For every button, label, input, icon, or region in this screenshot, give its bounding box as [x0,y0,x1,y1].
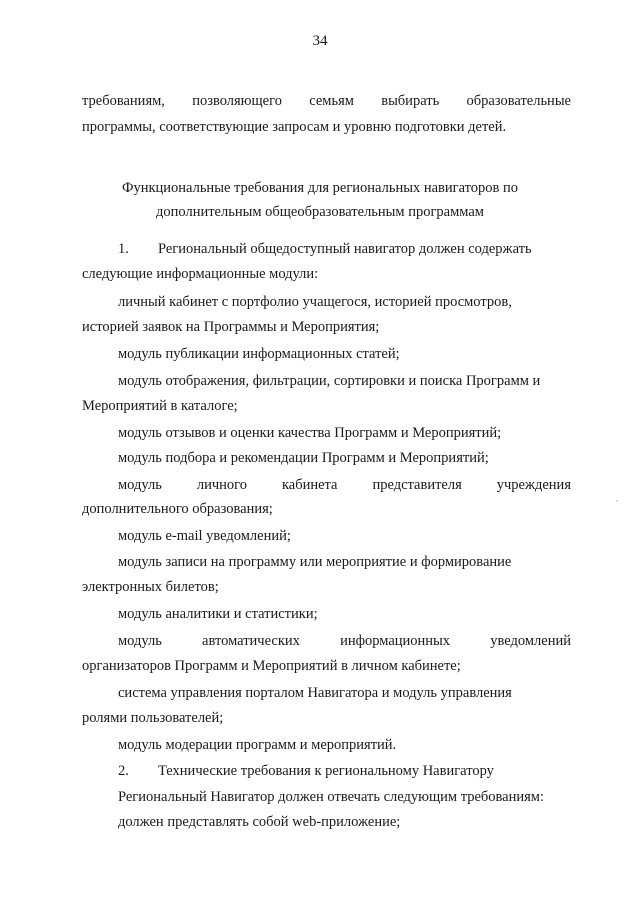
item-1-line-1 [118,240,532,258]
module-4: модуль отзывов и оценки качества Программ и Мероприятий; [118,425,502,441]
item-2-number: 2. [118,763,129,779]
module-6-line-1 [118,476,571,494]
module-10-line-2: организаторов Программ и Мероприятий в личном кабинете; [82,658,461,674]
intro-word: образовательные [466,93,571,109]
module-6-word: личного [196,477,247,493]
intro-word: позволяющего [192,93,282,109]
item-1-number: 1. [118,241,129,257]
module-10-word: автоматических [202,633,300,649]
module-12: модуль модерации программ и мероприятий. [118,737,397,753]
intro-line-2: программы, соответствующие запросам и уровню подготовки детей. [82,119,507,135]
module-6-word: модуль [118,477,162,493]
item-1-text: Региональный общедоступный навигатор должен содержать [158,241,532,257]
intro-word: требованиям, [82,93,165,109]
item-2-requirement-1: должен представлять собой web-приложение; [118,814,401,830]
module-3-line-1: модуль отображения, фильтрации, сортировки и поиска Программ и [118,373,541,389]
module-10-word: информационных [340,633,451,649]
module-7: модуль e-mail уведомлений; [118,528,291,544]
module-11-line-1: система управления порталом Навигатора и модуль управления [118,685,512,701]
module-6-word: учреждения [496,477,571,493]
module-9: модуль аналитики и статистики; [118,606,318,622]
item-1-line-2: следующие информационные модули: [82,266,319,282]
module-6-line-2: дополнительного образования; [82,501,273,517]
module-2: модуль публикации информационных статей; [118,346,400,362]
section-heading-line-2: дополнительным общеобразовательным программам [156,204,484,220]
module-10-word: уведомлений [490,633,571,649]
module-5: модуль подбора и рекомендации Программ и Мероприятий; [118,450,489,466]
intro-line-1 [82,92,571,110]
intro-word: выбирать [381,93,440,109]
module-8-line-1: модуль записи на программу или мероприятие и формирование [118,554,512,570]
module-6-word: кабинета [281,477,338,493]
page-number: 34 [312,33,328,49]
item-2-line [118,762,494,780]
module-10-line-1 [118,632,571,650]
module-1-line-1: личный кабинет с портфолио учащегося, историей просмотров, [118,294,512,310]
module-8-line-2: электронных билетов; [82,579,219,595]
section-heading-line-1: Функциональные требования для региональных навигаторов по [121,180,519,196]
module-3-line-2: Мероприятий в каталоге; [82,398,238,414]
module-10-word: модуль [118,633,162,649]
item-2-text: Технические требования к региональному Навигатору [158,763,494,779]
module-6-word: представителя [372,477,462,493]
module-11-line-2: ролями пользователей; [82,710,224,726]
module-1-line-2: историей заявок на Программы и Мероприятия; [82,319,380,335]
intro-word: семьям [309,93,354,109]
scan-speck [616,500,618,502]
item-2-subline: Региональный Навигатор должен отвечать следующим требованиям: [118,789,545,805]
